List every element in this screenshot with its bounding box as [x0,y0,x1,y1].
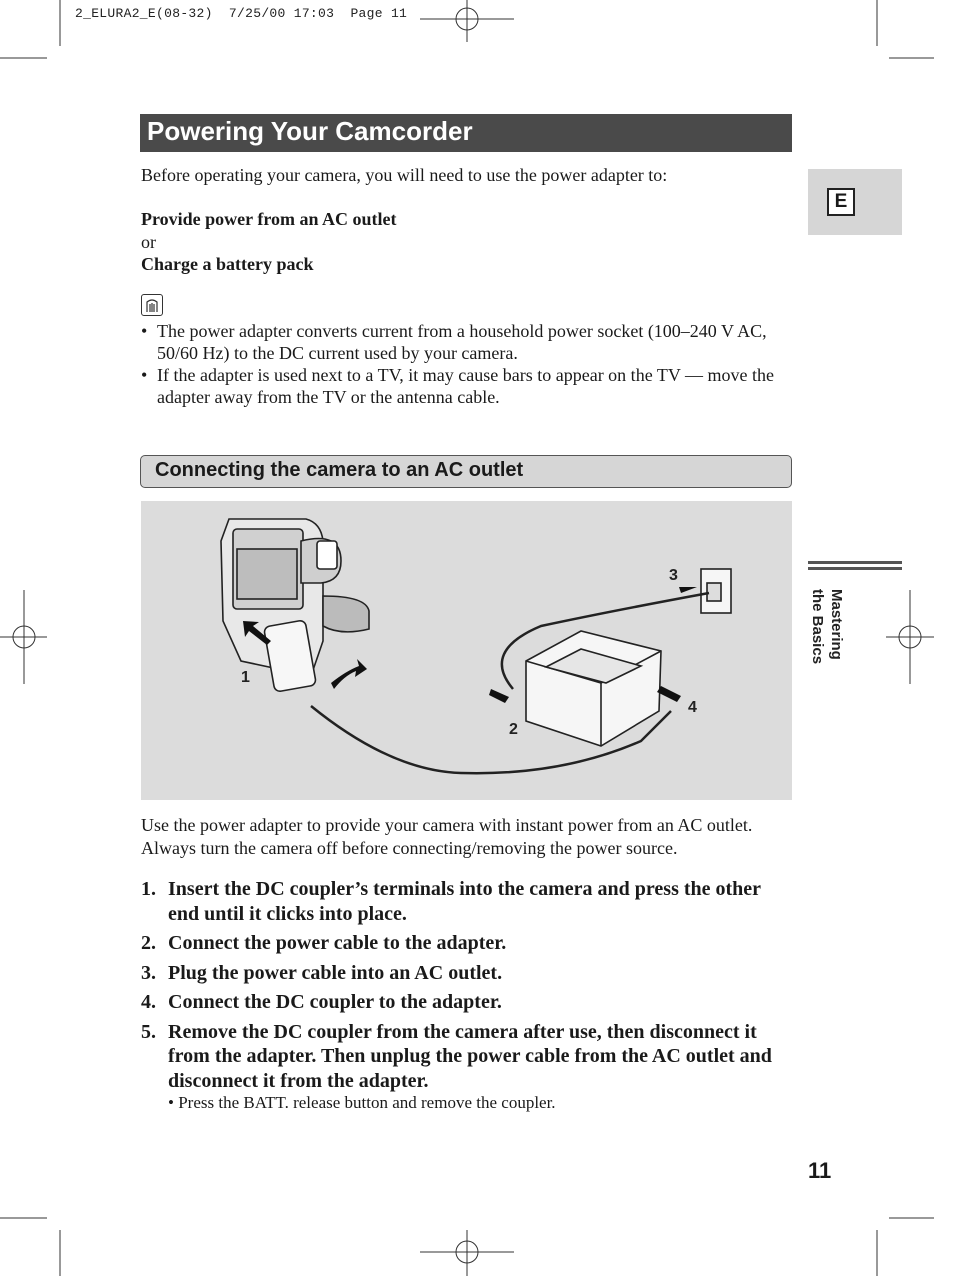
step-item [141,1020,793,1094]
language-tab-letter: E [827,188,855,216]
option-charge-battery: Charge a battery pack [141,254,314,274]
note-item: • The power adapter converts current from a household power socket (100–240 V AC, 50/60 Hz) to the DC current used by your camera. [141,320,793,364]
connection-illustration [141,501,792,800]
step-number: 3. [141,961,156,984]
steps-list [141,877,793,1098]
section-marker-bars [808,561,902,573]
language-tab [808,169,902,235]
callout-3: 3 [669,567,678,584]
callout-4: 4 [688,699,697,716]
section-label-line1: Mastering [828,589,845,660]
step-text: Remove the DC coupler from the camera after use, then disconnect it from the adapter. Then unplug the power cable from the AC outlet and disconnect it from the adapter. [168,1020,772,1092]
page-number: 11 [808,1158,832,1183]
title-bar [140,114,792,152]
step-item [141,931,793,956]
notes-list [141,320,793,408]
subheading-text: Connecting the camera to an AC outlet [155,459,524,481]
step5-note: • Press the BATT. release button and remove the coupler. [168,1093,556,1113]
step-number: 2. [141,932,156,954]
step-text: Connect the power cable to the adapter. [168,932,507,954]
page-title: Powering Your Camcorder [147,116,473,146]
memo-icon [141,294,163,316]
callout-1: 1 [241,669,250,686]
callout-2: 2 [509,721,518,738]
step-text: Insert the DC coupler’s terminals into the camera and press the other end until it clicks into place. [168,878,761,925]
section-label-line2: the Basics [809,589,826,665]
section-label [808,589,846,664]
option-ac-outlet: Provide power from an AC outlet [141,209,397,229]
step-number: 5. [141,1020,156,1043]
option-or: or [141,232,156,252]
intro-text: Before operating your camera, you will need to use the power adapter to: [141,165,668,185]
section-subheading [140,455,792,488]
note-item: • If the adapter is used next to a TV, it may cause bars to appear on the TV — move the adapter away from the TV or the antenna cable. [141,364,793,408]
step-number: 4. [141,991,156,1013]
print-header: 2_ELURA2_E(08-32) 7/25/00 17:03 Page 11 [75,6,408,21]
connection-diagram [141,501,792,800]
step-item [141,877,793,926]
step-text: Plug the power cable into an AC outlet. [168,961,503,984]
step-item [141,961,793,986]
description-text: Use the power adapter to provide your camera with instant power from an AC outlet. Always turn the camera off before connecting/removing the power source. [141,815,753,858]
step-text: Connect the DC coupler to the adapter. [168,991,502,1013]
step-number: 1. [141,878,156,900]
step-item [141,990,793,1015]
